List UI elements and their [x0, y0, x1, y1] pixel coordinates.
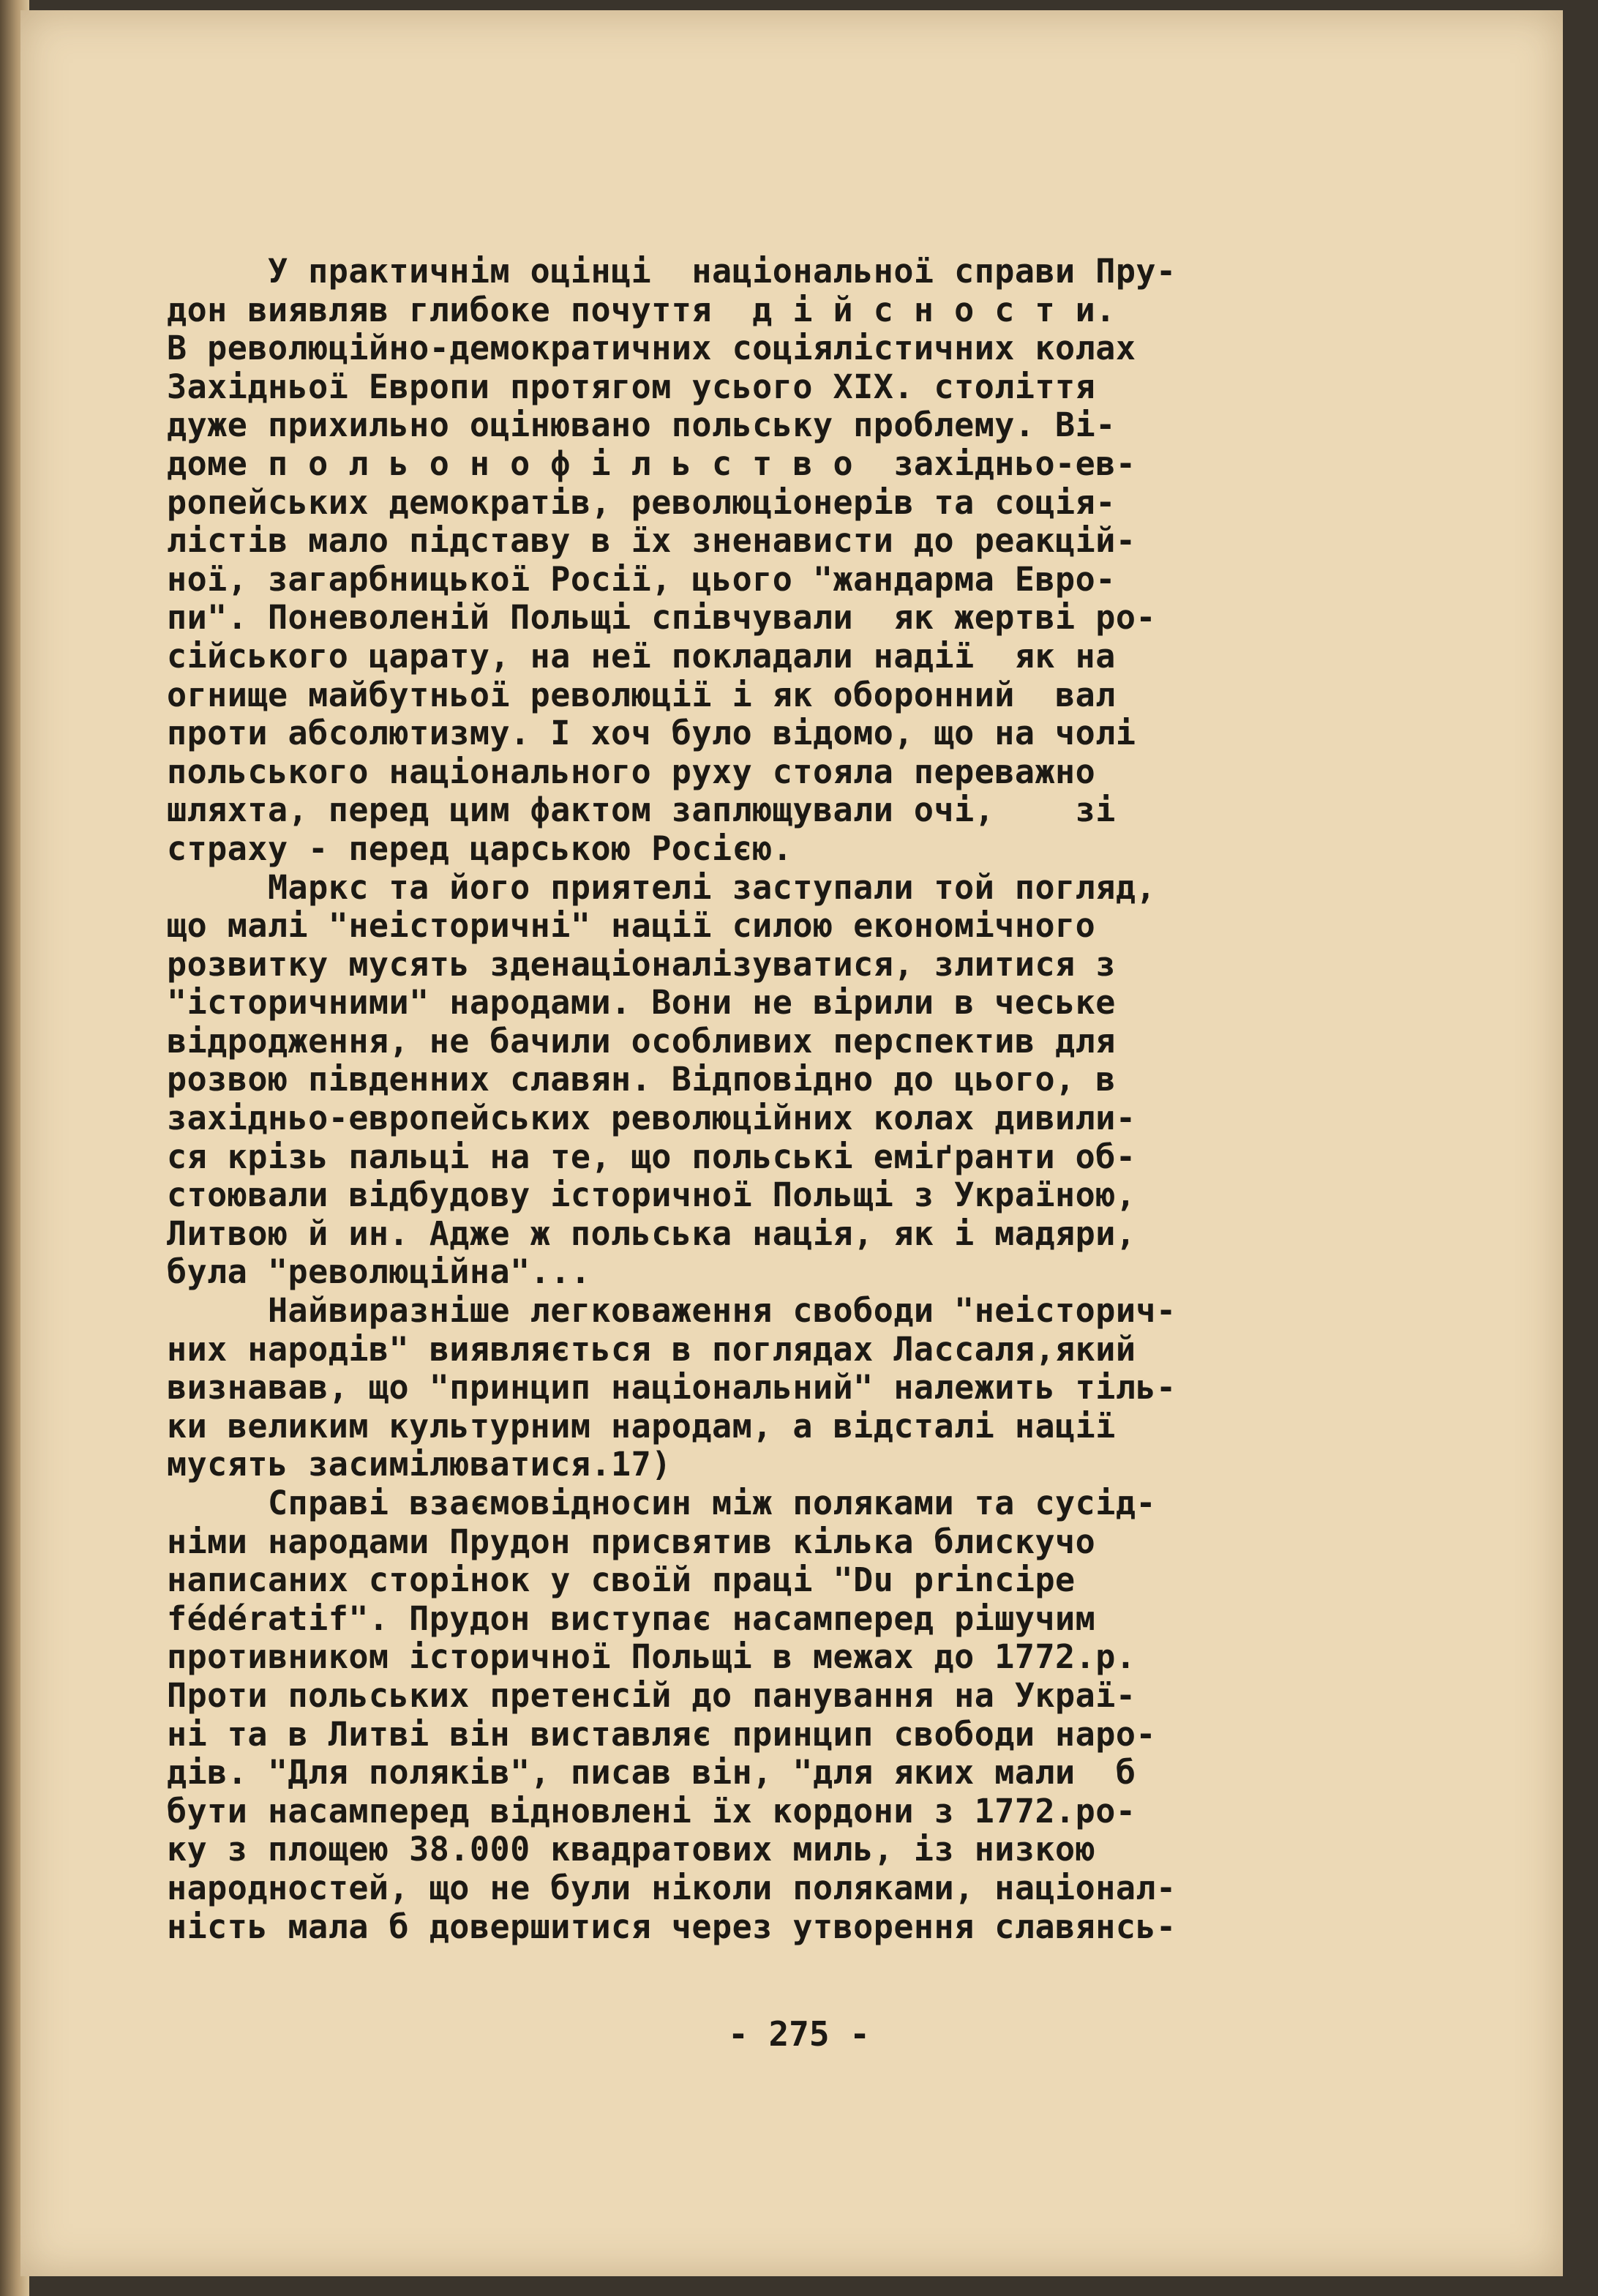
text-line: ні та в Литві він виставляє принцип свободи наро-: [167, 1714, 1157, 1754]
text-line: доме п о л ь о н о ф і л ь с т в о західньо-ев-: [167, 444, 1136, 483]
text-line: написаних сторінок у своїй праці "Du principe: [167, 1560, 1076, 1600]
text-line: ної, загарбницької Росії, цього "жандарма Евро-: [167, 559, 1116, 599]
text-line: дуже прихильно оцінювано польську проблему. Ві-: [167, 405, 1116, 445]
text-line: проти абсолютизму. І хоч було відомо, що на чолі: [167, 714, 1136, 753]
text-line: народностей, що не були ніколи поляками, націонал-: [167, 1868, 1177, 1907]
text-line: Західньої Европи протягом усього XIX. століття: [167, 367, 1096, 406]
text-line: ки великим культурним народам, а відсталі нації: [167, 1406, 1116, 1446]
page-number: - 275 -: [728, 2014, 870, 2054]
text-line: ся крізь пальці на те, що польські еміґранти об-: [167, 1137, 1136, 1176]
text-line: Справі взаємовідносин між поляками та сусід-: [167, 1484, 1157, 1522]
text-line: дон виявляв глибоке почуття д і й с н о с т и.: [167, 290, 1116, 329]
text-line: відродження, не бачили особливих перспектив для: [167, 1021, 1116, 1061]
text-line: Найвиразніше легковаження свободи "неісторич-: [167, 1291, 1177, 1331]
body-text: [167, 253, 1367, 1946]
text-line: пи". Поневоленій Польщі співчували як жертві ро-: [167, 598, 1157, 637]
text-line: ність мала б довершитися через утворення славянсь-: [167, 1907, 1177, 1946]
text-line: визнавав, що "принцип національний" належить тіль-: [167, 1368, 1177, 1407]
text-line: лістів мало підставу в їх зненависти до реакцій-: [167, 521, 1136, 561]
text-line: стоювали відбудову історичної Польщі з Україною,: [167, 1175, 1136, 1215]
text-line: противником історичної Польщі в межах до 1772.р.: [167, 1637, 1136, 1677]
text-line: них народів" виявляється в поглядах Лассаля,який: [167, 1329, 1136, 1369]
text-line: західньо-европейських революційних колах дивили-: [167, 1099, 1136, 1138]
text-line: що малі "неісторичні" нації силою економічного: [167, 906, 1096, 946]
text-line: У практичнім оцінці національної справи Пру-: [167, 252, 1177, 291]
text-line: ропейських демократів, революціонерів та соція-: [167, 482, 1116, 522]
text-line: бути насамперед відновлені їх кордони з 1772.ро-: [167, 1791, 1136, 1831]
text-line: німи народами Прудон присвятив кілька блискучо: [167, 1522, 1096, 1561]
text-line: шляхта, перед цим фактом заплющували очі, зі: [167, 790, 1116, 830]
text-line: страху - перед царською Росією.: [167, 829, 793, 868]
text-line: огнище майбутньої революції і як оборонний вал: [167, 675, 1116, 714]
text-line: ку з площею 38.000 квадратових миль, із низкою: [167, 1830, 1096, 1869]
text-line: сійського царату, на неї покладали надії як на: [167, 636, 1116, 676]
text-line: була "революційна"...: [167, 1252, 591, 1292]
text-line: польського національного руху стояла переважно: [167, 752, 1096, 791]
text-line: розвитку мусять зденаціоналізуватися, злитися з: [167, 944, 1116, 984]
text-line: В революційно-демократичних соціялістичних колах: [167, 329, 1136, 368]
text-line: дів. "Для поляків", писав він, "для яких мали б: [167, 1753, 1136, 1792]
text-line: Маркс та його приятелі заступали той погляд,: [167, 867, 1157, 907]
text-line: fédératif". Прудон виступає насамперед рішучим: [167, 1598, 1096, 1638]
text-line: "історичними" народами. Вони не вірили в чеське: [167, 983, 1116, 1022]
text-line: мусять засимілюватися.17): [167, 1445, 672, 1484]
text-line: Проти польських претенсій до панування на Украї-: [167, 1675, 1136, 1715]
text-line: розвою південних славян. Відповідно до цього, в: [167, 1060, 1116, 1099]
text-line: Литвою й ин. Адже ж польська нація, як і мадяри,: [167, 1214, 1136, 1253]
